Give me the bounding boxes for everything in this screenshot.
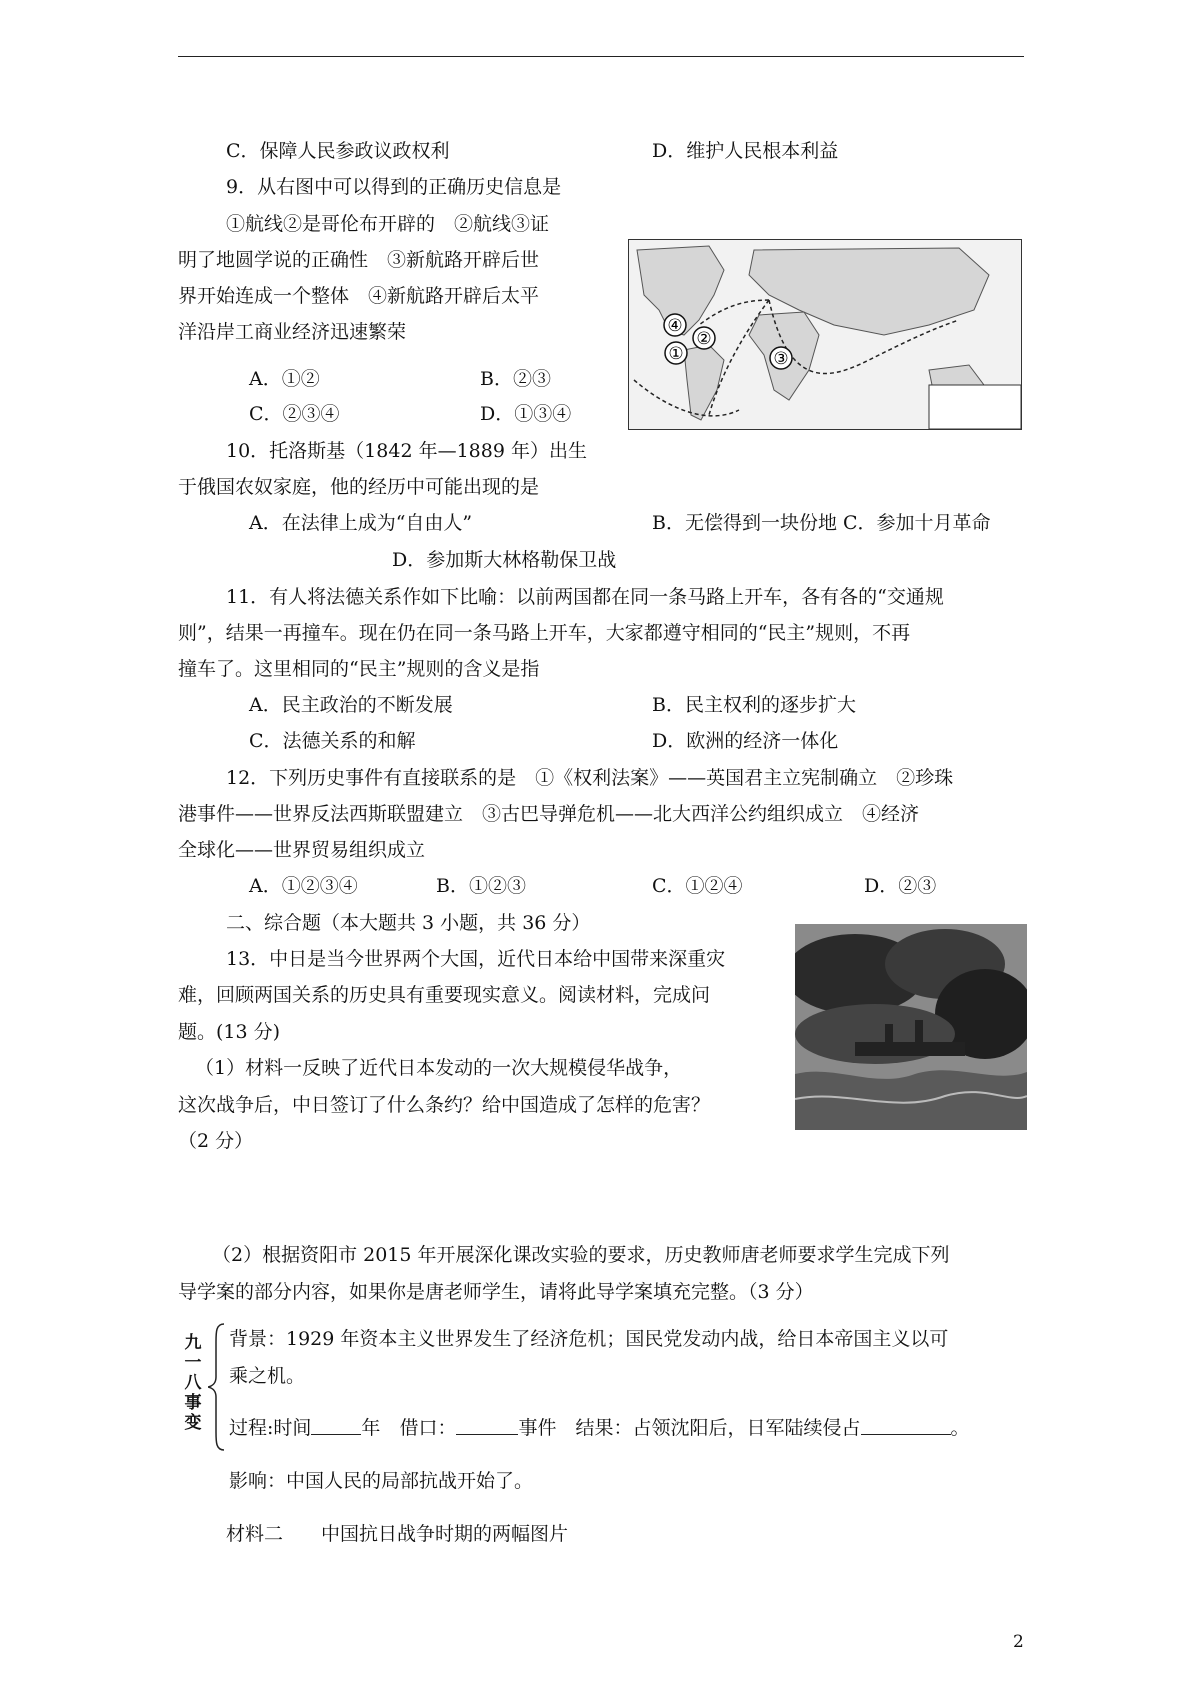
q9-stem-line5: 洋沿岸工商业经济迅速繁荣 (178, 321, 407, 343)
guide-process-lead: 过程:时间 (229, 1417, 312, 1439)
q10-stem-line1: 10．托洛斯基（1842 年—1889 年）出生 (226, 440, 587, 462)
occupied-region-blank[interactable] (861, 1418, 951, 1435)
curly-brace (208, 1322, 228, 1452)
q9-option-c: C．②③④ (249, 403, 340, 425)
side-char-4: 事 (184, 1393, 202, 1413)
q12-stem-line3: 全球化——世界贸易组织成立 (178, 839, 426, 861)
q9-option-d: D．①③④ (480, 403, 572, 425)
q11-stem-line2: 则”，结果一再撞车。现在仍在同一条马路上开车，大家都遵守相同的“民主”规则，不再 (178, 622, 911, 644)
q9-option-a: A．①② (249, 368, 320, 390)
q13-stem-line3: 题。(13 分) (178, 1021, 281, 1043)
map-label-route1: ① (668, 344, 684, 364)
page-number: 2 (1013, 1632, 1024, 1652)
q13-sub2-line1: （2）根据资阳市 2015 年开展深化课改实验的要求，历史教师唐老师要求学生完成下列 (212, 1244, 950, 1266)
q12-option-a: A．①②③④ (249, 875, 358, 897)
q12-stem-line2: 港事件——世界反法西斯联盟建立 ③古巴导弹危机——北大西洋公约组织成立 ④经济 (178, 803, 920, 825)
side-char-1: 九 (184, 1333, 202, 1353)
map-label-route2: ② (696, 329, 712, 349)
q9-stem-line1: 9．从右图中可以得到的正确历史信息是 (226, 176, 562, 198)
q9-option-b: B．②③ (480, 368, 551, 390)
q9-stem-line2: ①航线②是哥伦布开辟的 ②航线③证 (226, 213, 550, 235)
q13-stem-line2: 难，回顾两国关系的历史具有重要现实意义。阅读材料，完成问 (178, 984, 711, 1006)
q12-option-d: D．②③ (864, 875, 937, 897)
q12-option-b: B．①②③ (436, 875, 526, 897)
map-inset (929, 385, 1021, 429)
guide-background-line1: 背景：1929 年资本主义世界发生了经济危机；国民党发动内战，给日本帝国主义以可 (229, 1328, 949, 1350)
guide-process-event: 事件 (518, 1417, 557, 1439)
guide-process-year: 年 (361, 1417, 381, 1439)
guide-process-result: 结果：占领沈阳后，日军陆续侵占 (575, 1417, 861, 1439)
q13-sub1-line2: 这次战争后，中日签订了什么条约？给中国造成了怎样的危害？ (178, 1094, 711, 1116)
side-char-5: 变 (184, 1413, 202, 1433)
q11-option-d: D．欧洲的经济一体化 (652, 730, 839, 752)
year-blank[interactable] (311, 1418, 361, 1435)
guide-background-line2: 乘之机。 (229, 1365, 306, 1387)
guide-process-line (229, 1418, 970, 1438)
map-label-route4: ④ (667, 316, 683, 336)
q10-option-bc: B．无偿得到一块份地 C．参加十月革命 (652, 512, 991, 534)
q12-stem-line1: 12．下列历史事件有直接联系的是 ①《权利法案》——英国君主立宪制确立 ②珍珠 (226, 767, 954, 789)
q11-option-b: B．民主权利的逐步扩大 (652, 694, 856, 716)
q11-option-c: C．法德关系的和解 (249, 730, 416, 752)
q11-stem-line1: 11．有人将法德关系作如下比喻：以前两国都在同一条马路上开车，各有各的“交通规 (226, 586, 944, 608)
guide-impact: 影响：中国人民的局部抗战开始了。 (229, 1470, 534, 1492)
side-char-3: 八 (184, 1373, 202, 1393)
q10-stem-line2: 于俄国农奴家庭，他的经历中可能出现的是 (178, 476, 540, 498)
q13-sub1-line3: （2 分） (178, 1130, 254, 1152)
q13-sub1-line1: （1）材料一反映了近代日本发动的一次大规模侵华战争， (195, 1057, 683, 1079)
photo-svg (795, 924, 1027, 1130)
q10-option-a: A．在法律上成为“自由人” (249, 512, 473, 534)
map-label-route3: ③ (773, 349, 789, 369)
q12-option-c: C．①②④ (652, 875, 743, 897)
q11-stem-line3: 撞车了。这里相同的“民主”规则的含义是指 (178, 658, 540, 680)
q13-stem-line1: 13．中日是当今世界两个大国，近代日本给中国带来深重灾 (226, 948, 726, 970)
pretext-blank[interactable] (456, 1418, 518, 1435)
q11-option-a: A．民主政治的不断发展 (249, 694, 453, 716)
guide-process-pretext: 借口： (399, 1417, 457, 1439)
q9-stem-line4: 界开始连成一个整体 ④新航路开辟后太平 (178, 285, 540, 307)
material2-caption: 材料二 中国抗日战争时期的两幅图片 (226, 1523, 569, 1545)
guide-process-end: 。 (950, 1417, 970, 1439)
world-map-new-routes (628, 239, 1022, 430)
q13-sub2-line2: 导学案的部分内容，如果你是唐老师学生，请将此导学案填充完整。（3 分） (178, 1281, 814, 1303)
side-char-2: 一 (184, 1353, 202, 1373)
q8-option-c: C．保障人民参政议政权利 (226, 140, 450, 162)
study-guide-side-label (182, 1333, 204, 1433)
q9-stem-line3: 明了地圆学说的正确性 ③新航路开辟后世 (178, 249, 540, 271)
section2-heading: 二、综合题（本大题共 3 小题，共 36 分） (226, 912, 591, 934)
q10-option-d: D．参加斯大林格勒保卫战 (392, 549, 617, 571)
naval-battle-photo (795, 924, 1027, 1130)
header-rule (178, 56, 1024, 57)
q8-option-d: D．维护人民根本利益 (652, 140, 839, 162)
map-svg (629, 240, 1021, 429)
